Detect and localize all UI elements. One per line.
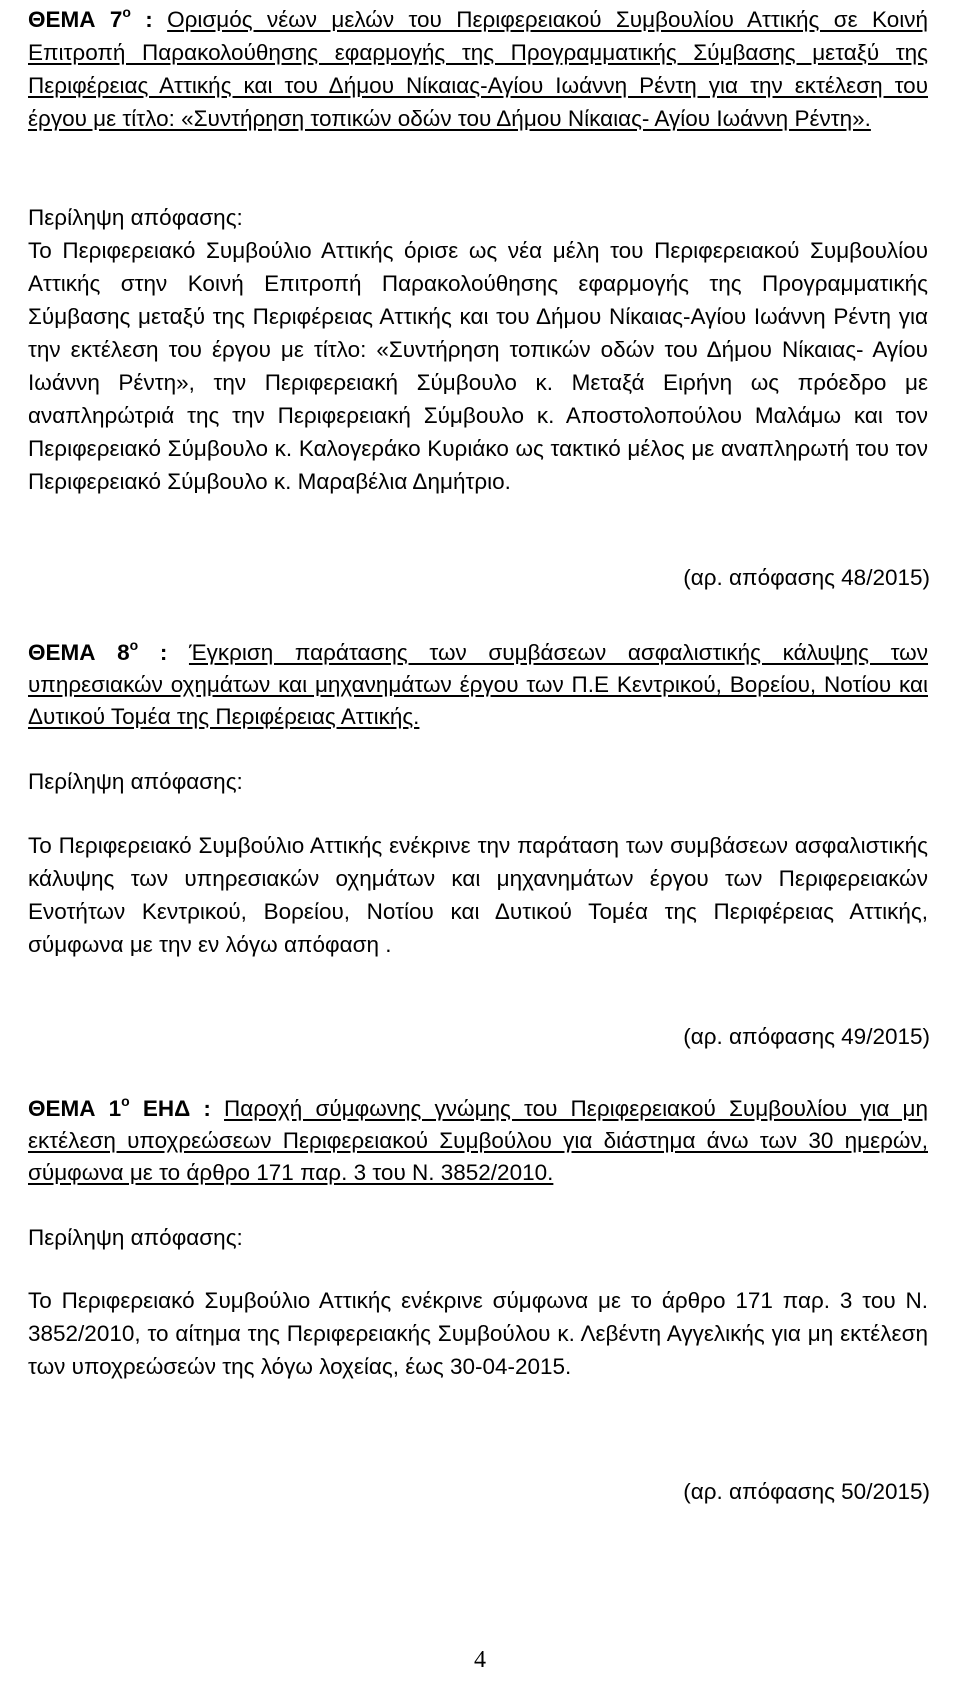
theme-7-decision-ref: (αρ. απόφασης 48/2015) [683, 565, 930, 590]
theme-1-ehd-heading [28, 1093, 928, 1189]
theme-7-summary: Το Περιφερειακό Συμβούλιο Αττικής όρισε ως νέα μέλη του Περιφερειακού Συμβουλίου Αττικής στην Κοινή Επιτροπή Παρακολούθησης εφαρμογής της Προγραμματικής Σύμβασης μεταξύ της Περιφέρειας Αττικής και του Δήμου Νίκαιας-Αγίου Ιωάννη Ρέντη για την εκτέλεση του έργου με τίτλο: «Συντήρηση τοπικών οδών του Δήμου Νίκαιας- Αγίου Ιωάννη Ρέντη», την Περιφερειακή Σύμβουλο κ. Μεταξά Ειρήνη ως πρόεδρο με αναπληρώτριά της την Περιφερειακή Σύμβουλο κ. Αποστολοπούλου Μαλάμω και τον Περιφερειακό Σύμβουλο κ. Καλογεράκο Κυριάκο ως τακτικό μέλος με αναπληρωτή του τον Περιφερειακό Σύμβουλο κ. Μαραβέλια Δημήτριο. [28, 238, 928, 494]
theme-8-summary: Το Περιφερειακό Συμβούλιο Αττικής ενέκρινε την παράταση των συμβάσεων ασφαλιστικής κάλυψης των υπηρεσιακών οχημάτων και μηχανημάτων έργου των Περιφερειακών Ενοτήτων Κεντρικού, Βορείου, Νοτίου και Δυτικού Τομέα της Περιφέρειας Αττικής, σύμφωνα με την εν λόγω απόφαση . [28, 833, 928, 957]
theme-7-heading [28, 3, 928, 135]
theme-7-summary-label: Περίληψη απόφασης: [28, 205, 243, 230]
theme-1-ehd-decision-ref: (αρ. απόφασης 50/2015) [683, 1479, 930, 1504]
theme-7-title: Ορισμός νέων μελών του Περιφερειακού Συμβουλίου Αττικής σε Κοινή Επιτροπή Παρακολούθησης εφαρμογής της Προγραμματικής Σύμβασης μεταξύ της Περιφέρειας Αττικής και του Δήμου Νίκαιας-Αγίου Ιωάννη Ρέντη για την εκτέλεση του έργου με τίτλο: «Συντήρηση τοπικών οδών του Δήμου Νίκαιας- Αγίου Ιωάννη Ρέντη». [28, 7, 928, 131]
theme-1-ehd-summary: Το Περιφερειακό Συμβούλιο Αττικής ενέκρινε σύμφωνα με το άρθρο 171 παρ. 3 του Ν. 3852/2010, το αίτημα της Περιφερειακής Συμβούλου κ. Λεβέντη Αγγελικής για μη εκτέλεση των υποχρεώσεών της λόγω λοχείας, έως 30-04-2015. [28, 1288, 928, 1379]
theme-8-heading [28, 637, 928, 733]
page-number: 4 [474, 1647, 486, 1673]
theme-8-decision-ref: (αρ. απόφασης 49/2015) [683, 1024, 930, 1049]
theme-1-ehd-summary-label: Περίληψη απόφασης: [28, 1225, 243, 1250]
theme-8-summary-label: Περίληψη απόφασης: [28, 769, 243, 794]
theme-8-title: Έγκριση παράτασης των συμβάσεων ασφαλιστικής κάλυψης των υπηρεσιακών οχημάτων και μηχανημάτων έργου των Π.Ε Κεντρικού, Βορείου, Νοτίου και Δυτικού Τομέα της Περιφέρειας Αττικής. [28, 640, 929, 729]
theme-8-label: ΘΕΜΑ $8^o$ : [28, 637, 189, 665]
theme-1-ehd-title: Παροχή σύμφωνης γνώμης του Περιφερειακού Συμβουλίου για μη εκτέλεση υποχρεώσεων Περιφερειακού Συμβούλου για διάστημα άνω των 30 ημερών, σύμφωνα με το άρθρο 171 παρ. 3 του Ν. 3852/2010. [28, 1096, 928, 1185]
theme-7-label: ΘΕΜΑ $7^o$ : [28, 4, 168, 32]
theme-1-ehd-label: ΘΕΜΑ $1^o$ ΕΗΔ : [28, 1093, 225, 1121]
